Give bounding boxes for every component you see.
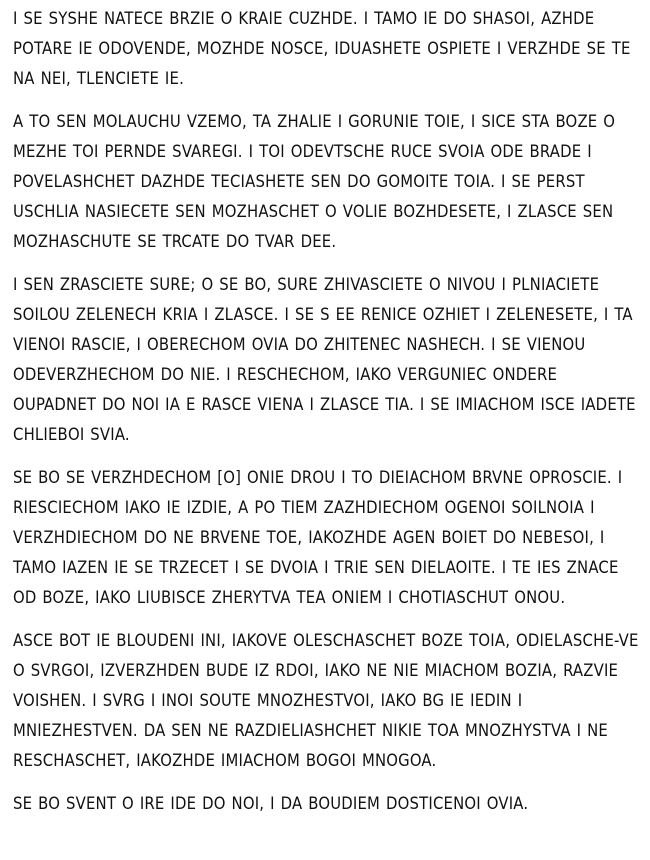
paragraph-2: A TO SEN MOLAUCHU VZEMO, TA ZHALIE I GORUNIE TOIE, I SICE STA BOZE O MEZHE TOI PERNDE SVAREGI. I TOI ODEVTSCHE RUCE SVOIA ODE BRADE I POVELASHCHET DAZHDE TECIASHETE SEN DO GOMOITE TOIA. I SE PERST USCHLIA NASIECETE SEN MOZHASCHET O VOLIE BOZHDESETE, I ZLASCE SEN MOZHASCHUTE SE TRCATE DO TVAR DEE.	[13, 112, 616, 251]
paragraph-4: SE BO SE VERZHDECHOM [O] ONIE DROU I TO DIEIACHOM BRVNE OPROSCIE. I RIESCIECHOM IAKO IE IZDIE, A PO TIEM ZAZHDIECHOM OGENOI SOILNOIA I VERZHDIECHOM DO NE BRVENE TOE, IAKOZHDE AGEN BOIET DO NEBESOI, I TAMO IAZEN IE SE TRZECET I SE DVOIA I TRIE SEN DIELAOITE. I TE IES ZNACE OD BOZE, IAKO LIUBISCE ZHERYTVA TEA ONIEM I CHOTIASCHUT ONOU.	[13, 468, 623, 607]
paragraph-1: I SE SYSHE NATECE BRZIE O KRAIE CUZHDE. I TAMO IE DO SHASOI, AZHDE POTARE IE ODOVENDE, MOZHDE NOSCE, IDUASHETE OSPIETE I VERZHDE SE TE NA NEI, TLENCIETE IE.	[13, 9, 631, 88]
paragraph-3: I SEN ZRASCIETE SURE; O SE BO, SURE ZHIVASCIETE O NIVOU I PLNIACIETE SOILOU ZELENECH KRIA I ZLASCE. I SE S EE RENIСE OZHIET I ZELENESETE, I TA VIENOI RASCIE, I OBERECHOM OVIA DO ZHITENEC NASHECH. I SE VIENOU ODEVERZHECHOM DO NIE. I RESCHECHOM, IAKO VERGUNIEC ONDERE OUPADNET DO NOI IA E RASCE VIENA I ZLASCE TIA. I SE IMIACHOM ISCE IADETE CHLIEBОI SVIA.	[13, 275, 636, 444]
paragraph-6: SE BO SVENT O IRE IDE DO NOI, I DA BOUDIEM DOSTIСENOI OVIA.	[13, 794, 529, 813]
paragraph-5: ASCE BOT IE BLOUDENI INI, IAKOVE OLESCHASCHET BOZE TOIA, ODIELASCHE-VE O SVRGOI, IZVERZHDEN BUDE IZ RDOI, IAKO NE NIE MIACHOM BOZIA, RAZVIE VOISHEN. I SVRG I INOI SOUTE MNOZHESTVOI, IAKO BG IE IEDIN I MNIEZHESTVEN. DA SEN NE RAZDIELIASHCHET NIKIE TOA MNOZHYSTVA I NE RESCHASCHET, IAKOZHDE IMIACHOM BOGOI MNOGOA.	[13, 631, 639, 770]
